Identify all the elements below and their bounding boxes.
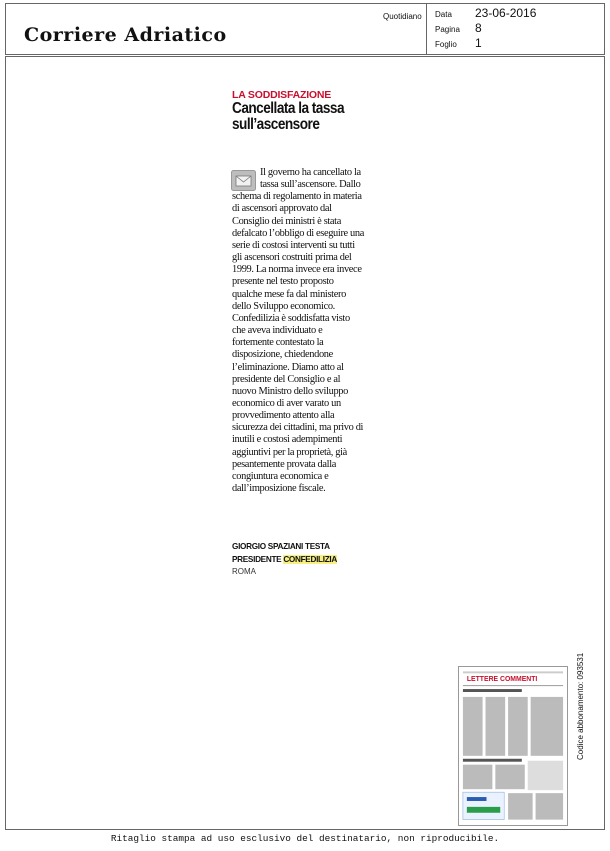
author-role-prefix: PRESIDENTE: [232, 555, 282, 564]
footer-notice: Ritaglio stampa ad uso esclusivo del destinatario, non riproducibile.: [110, 833, 500, 844]
header-box: [5, 3, 605, 55]
meta-box: [426, 4, 605, 54]
author-organization: CONFEDILIZIA: [283, 555, 338, 564]
sheet-label: Foglio: [435, 40, 457, 49]
page-value: 8: [475, 21, 482, 35]
article-text: Il governo ha cancellato la tassa sull’ascensore. Dallo schema di regolamento in materia di ascensori approvato dal Consiglio dei ministri è stata defalcato l’obbligo di eseguire una serie di costosi interventi su tutti gli ascensori costruiti prima del 1999. La norma invece era invece presente nel testo proposto qualche mese fa dal ministero dello Sviluppo economico. Confedilizia è soddisfatta visto che aveva individuato e fortemente contestato la disposizione, chiedendone l’eliminazione. Diamo atto al presidente del Consiglio e al nuovo Ministro dello sviluppo economico di aver varato un provvedimento attento alla sicurezza dei cittadini, ma privo di inutili e costosi adempimenti aggiuntivi per la proprietà, già pesantemente provata dalla congiuntura economica e dall’imposizione fiscale.: [232, 167, 365, 495]
publication-type: Quotidiano: [383, 12, 422, 21]
masthead: Corriere Adriatico: [24, 24, 227, 46]
date-label: Data: [435, 10, 452, 19]
author-role: [232, 555, 337, 564]
page-label: Pagina: [435, 25, 460, 34]
article-body: [232, 167, 365, 495]
dateline-place: ROMA: [232, 567, 256, 576]
article-title: Cancellata la tassa sull’ascensore: [232, 100, 345, 133]
subscription-code: Codice abbonamento: 093531: [576, 652, 585, 760]
page-thumbnail: [458, 666, 568, 826]
thumbnail-title: LETTERE COMMENTI: [466, 676, 538, 684]
author-name: GIORGIO SPAZIANI TESTA: [232, 542, 330, 551]
date-value: 23-06-2016: [475, 6, 537, 20]
sheet-value: 1: [475, 36, 482, 50]
article-kicker: LA SODDISFAZIONE: [232, 89, 332, 101]
